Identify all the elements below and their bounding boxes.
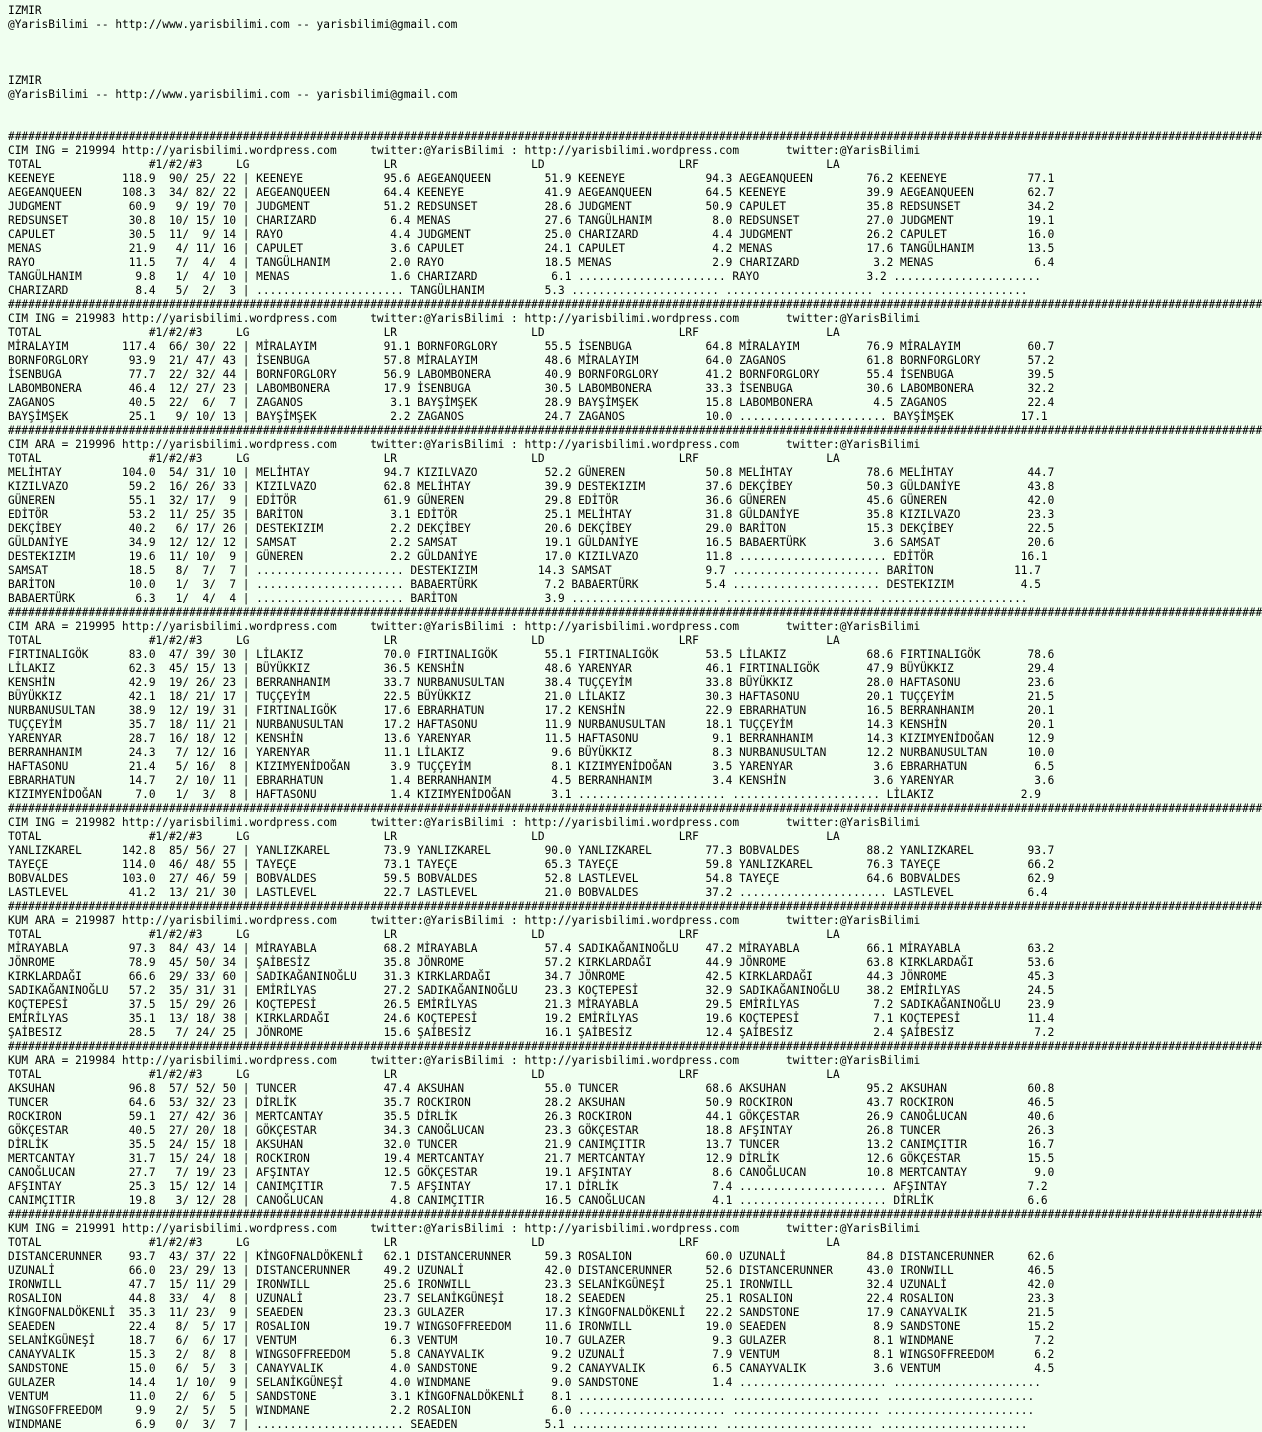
table-row: KOÇTEPESİ 37.5 15/ 29/ 26 | KOÇTEPESİ 26.5 EMİRİLYAS 21.3 MİRAYABLA 29.5 EMİRİLYAS 7.2 SADIKAĞANINOĞLU 23.9	[8, 998, 1055, 1011]
table-row: BOBVALDES 103.0 27/ 46/ 59 | BOBVALDES 59.5 BOBVALDES 52.8 LASTLEVEL 54.8 TAYEÇE 64.6 BOBVALDES 62.9	[8, 872, 1055, 885]
table-row: ROCKIRON 59.1 27/ 42/ 36 | MERTCANTAY 35.5 DİRLİK 26.3 ROCKIRON 44.1 GÖKÇESTAR 26.9 CANOĞLUCAN 40.6	[8, 1110, 1055, 1123]
table-row: WINDMANE 6.9 0/ 3/ 7 | ...................... SEAEDEN 5.1 ...................... ...................... ......................	[8, 1418, 1028, 1431]
table-row: MİRAYABLA 97.3 84/ 43/ 14 | MİRAYABLA 68.2 MİRAYABLA 57.4 SADIKAĞANINOĞLU 47.2 MİRAYABLA 66.1 MİRAYABLA 63.2	[8, 942, 1055, 955]
race-header: CIM ING = 219994 http://yarisbilimi.wordpress.com twitter:@YarisBilimi : http://yarisbilimi.wordpress.com twitter:@YarisBilimi	[8, 144, 921, 157]
table-row: MELİHTAY 104.0 54/ 31/ 10 | MELİHTAY 94.7 KIZILVAZO 52.2 GÜNEREN 50.8 MELİHTAY 78.6 MELİHTAY 44.7	[8, 466, 1055, 479]
section-divider: ###########################################################################################################################################################################################	[8, 606, 1262, 619]
table-row: TUNCER 64.6 53/ 32/ 23 | DİRLİK 35.7 ROCKIRON 28.2 AKSUHAN 50.9 ROCKIRON 43.7 ROCKIRON 46.5	[8, 1096, 1055, 1109]
table-row: HAFTASONU 21.4 5/ 16/ 8 | KIZIMYENİDOĞAN 3.9 TUÇÇEYİM 8.1 KIZIMYENİDOĞAN 3.5 YARENYAR 3.6 EBRARHATUN 6.5	[8, 760, 1055, 773]
table-row: KEENEYE 118.9 90/ 25/ 22 | KEENEYE 95.6 AEGEANQUEEN 51.9 KEENEYE 94.3 AEGEANQUEEN 76.2 KEENEYE 77.1	[8, 172, 1055, 185]
table-row: RAYO 11.5 7/ 4/ 4 | TANGÜLHANIM 2.0 RAYO 18.5 MENAS 2.9 CHARIZARD 3.2 MENAS 6.4	[8, 256, 1055, 269]
table-row: SELANİKGÜNEŞİ 18.7 6/ 6/ 17 | VENTUM 6.3 VENTUM 10.7 GULAZER 9.3 GULAZER 8.1 WINDMANE 7.2	[8, 1334, 1055, 1347]
blank-line	[8, 116, 1068, 130]
blank-line	[8, 46, 1068, 60]
table-row: CANIMÇITIR 19.8 3/ 12/ 28 | CANOĞLUCAN 4.8 CANIMÇITIR 16.5 CANOĞLUCAN 4.1 ...................... DİRLİK 6.6	[8, 1194, 1048, 1207]
city-title: IZMIR	[8, 74, 42, 87]
table-row: ROSALION 44.8 33/ 4/ 8 | UZUNALİ 23.7 SELANİKGÜNEŞİ 18.2 SEAEDEN 25.1 ROSALION 22.4 ROSALION 23.3	[8, 1292, 1055, 1305]
table-row: ŞAİBESIZ 28.5 7/ 24/ 25 | JÖNROME 15.6 ŞAİBESİZ 16.1 ŞAİBESİZ 12.4 ŞAİBESİZ 2.4 ŞAİBESİZ 7.2	[8, 1026, 1055, 1039]
section-divider: ###########################################################################################################################################################################################	[8, 130, 1262, 143]
table-row: AEGEANQUEEN 108.3 34/ 82/ 22 | AEGEANQUEEN 64.4 KEENEYE 41.9 AEGEANQUEEN 64.5 KEENEYE 39.9 AEGEANQUEEN 62.7	[8, 186, 1055, 199]
table-row: AFŞINTAY 25.3 15/ 12/ 14 | CANIMÇITIR 7.5 AFŞINTAY 17.1 DİRLİK 7.4 ...................... AFŞINTAY 7.2	[8, 1180, 1048, 1193]
table-row: YANLIZKAREL 142.8 85/ 56/ 27 | YANLIZKAREL 73.9 YANLIZKAREL 90.0 YANLIZKAREL 77.3 BOBVALDES 88.2 YANLIZKAREL 93.7	[8, 844, 1055, 857]
table-row: GULAZER 14.4 1/ 10/ 9 | SELANİKGÜNEŞİ 4.0 WINDMANE 9.0 SANDSTONE 1.4 ...................... ......................	[8, 1376, 1041, 1389]
column-headers: TOTAL #1/#2/#3 LG LR LD LRF LA	[8, 1068, 840, 1081]
table-row: CHARIZARD 8.4 5/ 2/ 3 | ...................... TANGÜLHANIM 5.3 ...................... ...................... ......................	[8, 284, 1028, 297]
table-row: SEAEDEN 22.4 8/ 5/ 17 | ROSALION 19.7 WINGSOFFREEDOM 11.6 IRONWILL 19.0 SEAEDEN 8.9 SANDSTONE 15.2	[8, 1320, 1055, 1333]
race-header: KUM ARA = 219984 http://yarisbilimi.wordpress.com twitter:@YarisBilimi : http://yarisbilimi.wordpress.com twitter:@YarisBilimi	[8, 1054, 921, 1067]
table-row: EBRARHATUN 14.7 2/ 10/ 11 | EBRARHATUN 1.4 BERRANHANIM 4.5 BERRANHANIM 3.4 KENSHİN 3.6 YARENYAR 3.6	[8, 774, 1055, 787]
table-row: FIRTINALIGÖK 83.0 47/ 39/ 30 | LİLAKIZ 70.0 FIRTINALIGÖK 55.1 FIRTINALIGÖK 53.5 LİLAKIZ 68.6 FIRTINALIGÖK 78.6	[8, 648, 1055, 661]
table-row: SAMSAT 18.5 8/ 7/ 7 | ...................... DESTEKIZIM 14.3 SAMSAT 9.7 ...................... BARİTON 11.7	[8, 564, 1041, 577]
blank-line	[8, 32, 1068, 46]
blank-line	[8, 102, 1068, 116]
table-row: BERRANHANIM 24.3 7/ 12/ 16 | YARENYAR 11.1 LİLAKIZ 9.6 BÜYÜKKIZ 8.3 NURBANUSULTAN 12.2 NURBANUSULTAN 10.0	[8, 746, 1055, 759]
contact-line: @YarisBilimi -- http://www.yarisbilimi.com -- yarisbilimi@gmail.com	[8, 18, 458, 31]
race-header: CIM ARA = 219996 http://yarisbilimi.wordpress.com twitter:@YarisBilimi : http://yarisbilimi.wordpress.com twitter:@YarisBilimi	[8, 438, 921, 451]
column-headers: TOTAL #1/#2/#3 LG LR LD LRF LA	[8, 158, 840, 171]
section-divider: ###########################################################################################################################################################################################	[8, 424, 1262, 437]
table-row: WINGSOFFREEDOM 9.9 2/ 5/ 5 | WINDMANE 2.2 ROSALION 6.0 ...................... ...................... ......................	[8, 1404, 1035, 1417]
table-row: JUDGMENT 60.9 9/ 19/ 70 | JUDGMENT 51.2 REDSUNSET 28.6 JUDGMENT 50.9 CAPULET 35.8 REDSUNSET 34.2	[8, 200, 1055, 213]
table-row: CANOĞLUCAN 27.7 7/ 19/ 23 | AFŞINTAY 12.5 GÖKÇESTAR 19.1 AFŞINTAY 8.6 CANOĞLUCAN 10.8 MERTCANTAY 9.0	[8, 1166, 1055, 1179]
table-row: LASTLEVEL 41.2 13/ 21/ 30 | LASTLEVEL 22.7 LASTLEVEL 21.0 BOBVALDES 37.2 ...................... LASTLEVEL 6.4	[8, 886, 1048, 899]
table-row: KIRKLARDAĞI 66.6 29/ 33/ 60 | SADIKAĞANINOĞLU 31.3 KIRKLARDAĞI 34.7 JÖNROME 42.5 KIRKLARDAĞI 44.3 JÖNROME 45.3	[8, 970, 1055, 983]
race-header: CIM ING = 219982 http://yarisbilimi.wordpress.com twitter:@YarisBilimi : http://yarisbilimi.wordpress.com twitter:@YarisBilimi	[8, 816, 921, 829]
table-row: GÜLDANİYE 34.9 12/ 12/ 12 | SAMSAT 2.2 SAMSAT 19.1 GÜLDANİYE 16.5 BABAERTÜRK 3.6 SAMSAT 20.6	[8, 536, 1055, 549]
table-row: MİRALAYIM 117.4 66/ 30/ 22 | MİRALAYIM 91.1 BORNFORGLORY 55.5 İSENBUGA 64.8 MİRALAYIM 76.9 MİRALAYIM 60.7	[8, 340, 1055, 353]
race-analysis-document	[8, 4, 1262, 1432]
table-row: EMİRİLYAS 35.1 13/ 18/ 38 | KIRKLARDAĞI 24.6 KOÇTEPESİ 19.2 EMİRİLYAS 19.6 KOÇTEPESİ 7.1 KOÇTEPESİ 11.4	[8, 1012, 1055, 1025]
section-divider: ###########################################################################################################################################################################################	[8, 802, 1262, 815]
table-row: JÖNROME 78.9 45/ 50/ 34 | ŞAİBESİZ 35.8 JÖNROME 57.2 KIRKLARDAĞI 44.9 JÖNROME 63.8 KIRKLARDAĞI 53.6	[8, 956, 1055, 969]
table-row: MENAS 21.9 4/ 11/ 16 | CAPULET 3.6 CAPULET 24.1 CAPULET 4.2 MENAS 17.6 TANGÜLHANIM 13.5	[8, 242, 1055, 255]
section-divider: ###########################################################################################################################################################################################	[8, 1040, 1262, 1053]
table-row: UZUNALİ 66.0 23/ 29/ 13 | DISTANCERUNNER 49.2 UZUNALİ 42.0 DISTANCERUNNER 52.6 DISTANCERUNNER 43.0 IRONWILL 46.5	[8, 1264, 1055, 1277]
table-row: BABAERTÜRK 6.3 1/ 4/ 4 | ...................... BARİTON 3.9 ...................... ...................... ......................	[8, 592, 1028, 605]
column-headers: TOTAL #1/#2/#3 LG LR LD LRF LA	[8, 326, 840, 339]
table-row: EDİTÖR 53.2 11/ 25/ 35 | BARİTON 3.1 EDİTÖR 25.1 MELİHTAY 31.8 GÜLDANİYE 35.8 KIZILVAZO 23.3	[8, 508, 1055, 521]
table-row: IRONWILL 47.7 15/ 11/ 29 | IRONWILL 25.6 IRONWILL 23.3 SELANİKGÜNEŞİ 25.1 IRONWILL 32.4 UZUNALİ 42.0	[8, 1278, 1055, 1291]
table-row: SADIKAĞANINOĞLU 57.2 35/ 31/ 31 | EMİRİLYAS 27.2 SADIKAĞANINOĞLU 23.3 KOÇTEPESİ 32.9 SADIKAĞANINOĞLU 38.2 EMİRİLYAS 24.5	[8, 984, 1055, 997]
column-headers: TOTAL #1/#2/#3 LG LR LD LRF LA	[8, 928, 840, 941]
table-row: KIZIMYENİDOĞAN 7.0 1/ 3/ 8 | HAFTASONU 1.4 KIZIMYENİDOĞAN 3.1 ...................... ...................... LİLAKIZ 2.9	[8, 788, 1041, 801]
table-row: LİLAKIZ 62.3 45/ 15/ 13 | BÜYÜKKIZ 36.5 KENSHİN 48.6 YARENYAR 46.1 FIRTINALIGÖK 47.9 BÜYÜKKIZ 29.4	[8, 662, 1055, 675]
column-headers: TOTAL #1/#2/#3 LG LR LD LRF LA	[8, 634, 840, 647]
table-row: TUÇÇEYİM 35.7 18/ 11/ 21 | NURBANUSULTAN 17.2 HAFTASONU 11.9 NURBANUSULTAN 18.1 TUÇÇEYİM 14.3 KENSHİN 20.1	[8, 718, 1055, 731]
column-headers: TOTAL #1/#2/#3 LG LR LD LRF LA	[8, 1236, 840, 1249]
section-divider: ###########################################################################################################################################################################################	[8, 900, 1262, 913]
table-row: GÖKÇESTAR 40.5 27/ 20/ 18 | GÖKÇESTAR 34.3 CANOĞLUCAN 23.3 GÖKÇESTAR 18.8 AFŞINTAY 26.8 TUNCER 26.3	[8, 1124, 1055, 1137]
table-row: REDSUNSET 30.8 10/ 15/ 10 | CHARIZARD 6.4 MENAS 27.6 TANGÜLHANIM 8.0 REDSUNSET 27.0 JUDGMENT 19.1	[8, 214, 1055, 227]
table-row: TANGÜLHANIM 9.8 1/ 4/ 10 | MENAS 1.6 CHARIZARD 6.1 ...................... RAYO 3.2 ......................	[8, 270, 1041, 283]
race-header: KUM ARA = 219987 http://yarisbilimi.wordpress.com twitter:@YarisBilimi : http://yarisbilimi.wordpress.com twitter:@YarisBilimi	[8, 914, 921, 927]
table-row: AKSUHAN 96.8 57/ 52/ 50 | TUNCER 47.4 AKSUHAN 55.0 TUNCER 68.6 AKSUHAN 95.2 AKSUHAN 60.8	[8, 1082, 1055, 1095]
race-header: KUM ING = 219991 http://yarisbilimi.wordpress.com twitter:@YarisBilimi : http://yarisbilimi.wordpress.com twitter:@YarisBilimi	[8, 1222, 921, 1235]
city-title: IZMIR	[8, 4, 42, 17]
contact-line: @YarisBilimi -- http://www.yarisbilimi.com -- yarisbilimi@gmail.com	[8, 88, 458, 101]
table-row: MERTCANTAY 31.7 15/ 24/ 18 | ROCKIRON 19.4 MERTCANTAY 21.7 MERTCANTAY 12.9 DİRLİK 12.6 GÖKÇESTAR 15.5	[8, 1152, 1055, 1165]
table-row: KİNGOFNALDÖKENLİ 35.3 11/ 23/ 9 | SEAEDEN 23.3 GULAZER 17.3 KİNGOFNALDÖKENLİ 22.2 SANDSTONE 17.9 CANAYVALIK 21.5	[8, 1306, 1055, 1319]
table-row: CANAYVALIK 15.3 2/ 8/ 8 | WINGSOFFREEDOM 5.8 CANAYVALIK 9.2 UZUNALİ 7.9 VENTUM 8.1 WINGSOFFREEDOM 6.2	[8, 1348, 1055, 1361]
table-row: SANDSTONE 15.0 6/ 5/ 3 | CANAYVALIK 4.0 SANDSTONE 9.2 CANAYVALIK 6.5 CANAYVALIK 3.6 VENTUM 4.5	[8, 1362, 1055, 1375]
table-row: VENTUM 11.0 2/ 6/ 5 | SANDSTONE 3.1 KİNGOFNALDÖKENLİ 8.1 ...................... ...................... ......................	[8, 1390, 1035, 1403]
section-divider: ###########################################################################################################################################################################################	[8, 1208, 1262, 1221]
table-row: DESTEKIZIM 19.6 11/ 10/ 9 | GÜNEREN 2.2 GÜLDANİYE 17.0 KIZILVAZO 11.8 ...................... EDİTÖR 16.1	[8, 550, 1048, 563]
table-row: BÜYÜKKIZ 42.1 18/ 21/ 17 | TUÇÇEYİM 22.5 BÜYÜKKIZ 21.0 LİLAKIZ 30.3 HAFTASONU 20.1 TUÇÇEYİM 21.5	[8, 690, 1055, 703]
table-row: DISTANCERUNNER 93.7 43/ 37/ 22 | KİNGOFNALDÖKENLİ 62.1 DISTANCERUNNER 59.3 ROSALION 60.0 UZUNALİ 84.8 DISTANCERUNNER 62.6	[8, 1250, 1055, 1263]
table-row: ZAGANOS 40.5 22/ 6/ 7 | ZAGANOS 3.1 BAYŞİMŞEK 28.9 BAYŞİMŞEK 15.8 LABOMBONERA 4.5 ZAGANOS 22.4	[8, 396, 1055, 409]
section-divider: ###########################################################################################################################################################################################	[8, 298, 1262, 311]
table-row: CAPULET 30.5 11/ 9/ 14 | RAYO 4.4 JUDGMENT 25.0 CHARIZARD 4.4 JUDGMENT 26.2 CAPULET 16.0	[8, 228, 1055, 241]
table-row: KIZILVAZO 59.2 16/ 26/ 33 | KIZILVAZO 62.8 MELİHTAY 39.9 DESTEKIZIM 37.6 DEKÇİBEY 50.3 GÜLDANİYE 43.8	[8, 480, 1055, 493]
blank-line	[8, 60, 1068, 74]
table-row: BAYŞİMŞEK 25.1 9/ 10/ 13 | BAYŞİMŞEK 2.2 ZAGANOS 24.7 ZAGANOS 10.0 ...................... BAYŞİMŞEK 17.1	[8, 410, 1048, 423]
table-row: DEKÇİBEY 40.2 6/ 17/ 26 | DESTEKIZIM 2.2 DEKÇİBEY 20.6 DEKÇİBEY 29.0 BARİTON 15.3 DEKÇİBEY 22.5	[8, 522, 1055, 535]
table-row: KENSHİN 42.9 19/ 26/ 23 | BERRANHANIM 33.7 NURBANUSULTAN 38.4 TUÇÇEYİM 33.8 BÜYÜKKIZ 28.0 HAFTASONU 23.6	[8, 676, 1055, 689]
table-row: BORNFORGLORY 93.9 21/ 47/ 43 | İSENBUGA 57.8 MİRALAYIM 48.6 MİRALAYIM 64.0 ZAGANOS 61.8 BORNFORGLORY 57.2	[8, 354, 1055, 367]
table-row: DİRLİK 35.5 24/ 15/ 18 | AKSUHAN 32.0 TUNCER 21.9 CANIMÇITIR 13.7 TUNCER 13.2 CANIMÇITIR 16.7	[8, 1138, 1055, 1151]
table-row: LABOMBONERA 46.4 12/ 27/ 23 | LABOMBONERA 17.9 İSENBUGA 30.5 LABOMBONERA 33.3 İSENBUGA 30.6 LABOMBONERA 32.2	[8, 382, 1055, 395]
table-row: TAYEÇE 114.0 46/ 48/ 55 | TAYEÇE 73.1 TAYEÇE 65.3 TAYEÇE 59.8 YANLIZKAREL 76.3 TAYEÇE 66.2	[8, 858, 1055, 871]
table-row: GÜNEREN 55.1 32/ 17/ 9 | EDİTÖR 61.9 GÜNEREN 29.8 EDİTÖR 36.6 GÜNEREN 45.6 GÜNEREN 42.0	[8, 494, 1055, 507]
race-header: CIM ING = 219983 http://yarisbilimi.wordpress.com twitter:@YarisBilimi : http://yarisbilimi.wordpress.com twitter:@YarisBilimi	[8, 312, 921, 325]
race-header: CIM ARA = 219995 http://yarisbilimi.wordpress.com twitter:@YarisBilimi : http://yarisbilimi.wordpress.com twitter:@YarisBilimi	[8, 620, 921, 633]
column-headers: TOTAL #1/#2/#3 LG LR LD LRF LA	[8, 452, 840, 465]
table-row: İSENBUGA 77.7 22/ 32/ 44 | BORNFORGLORY 56.9 LABOMBONERA 40.9 BORNFORGLORY 41.2 BORNFORGLORY 55.4 İSENBUGA 39.5	[8, 368, 1055, 381]
table-row: YARENYAR 28.7 16/ 18/ 12 | KENSHİN 13.6 YARENYAR 11.5 HAFTASONU 9.1 BERRANHANIM 14.3 KIZIMYENİDOĞAN 12.9	[8, 732, 1055, 745]
column-headers: TOTAL #1/#2/#3 LG LR LD LRF LA	[8, 830, 840, 843]
table-row: NURBANUSULTAN 38.9 12/ 19/ 31 | FIRTINALIGÖK 17.6 EBRARHATUN 17.2 KENSHİN 22.9 EBRARHATUN 16.5 BERRANHANIM 20.1	[8, 704, 1055, 717]
table-row: BARİTON 10.0 1/ 3/ 7 | ...................... BABAERTÜRK 7.2 BABAERTÜRK 5.4 ...................... DESTEKIZIM 4.5	[8, 578, 1041, 591]
